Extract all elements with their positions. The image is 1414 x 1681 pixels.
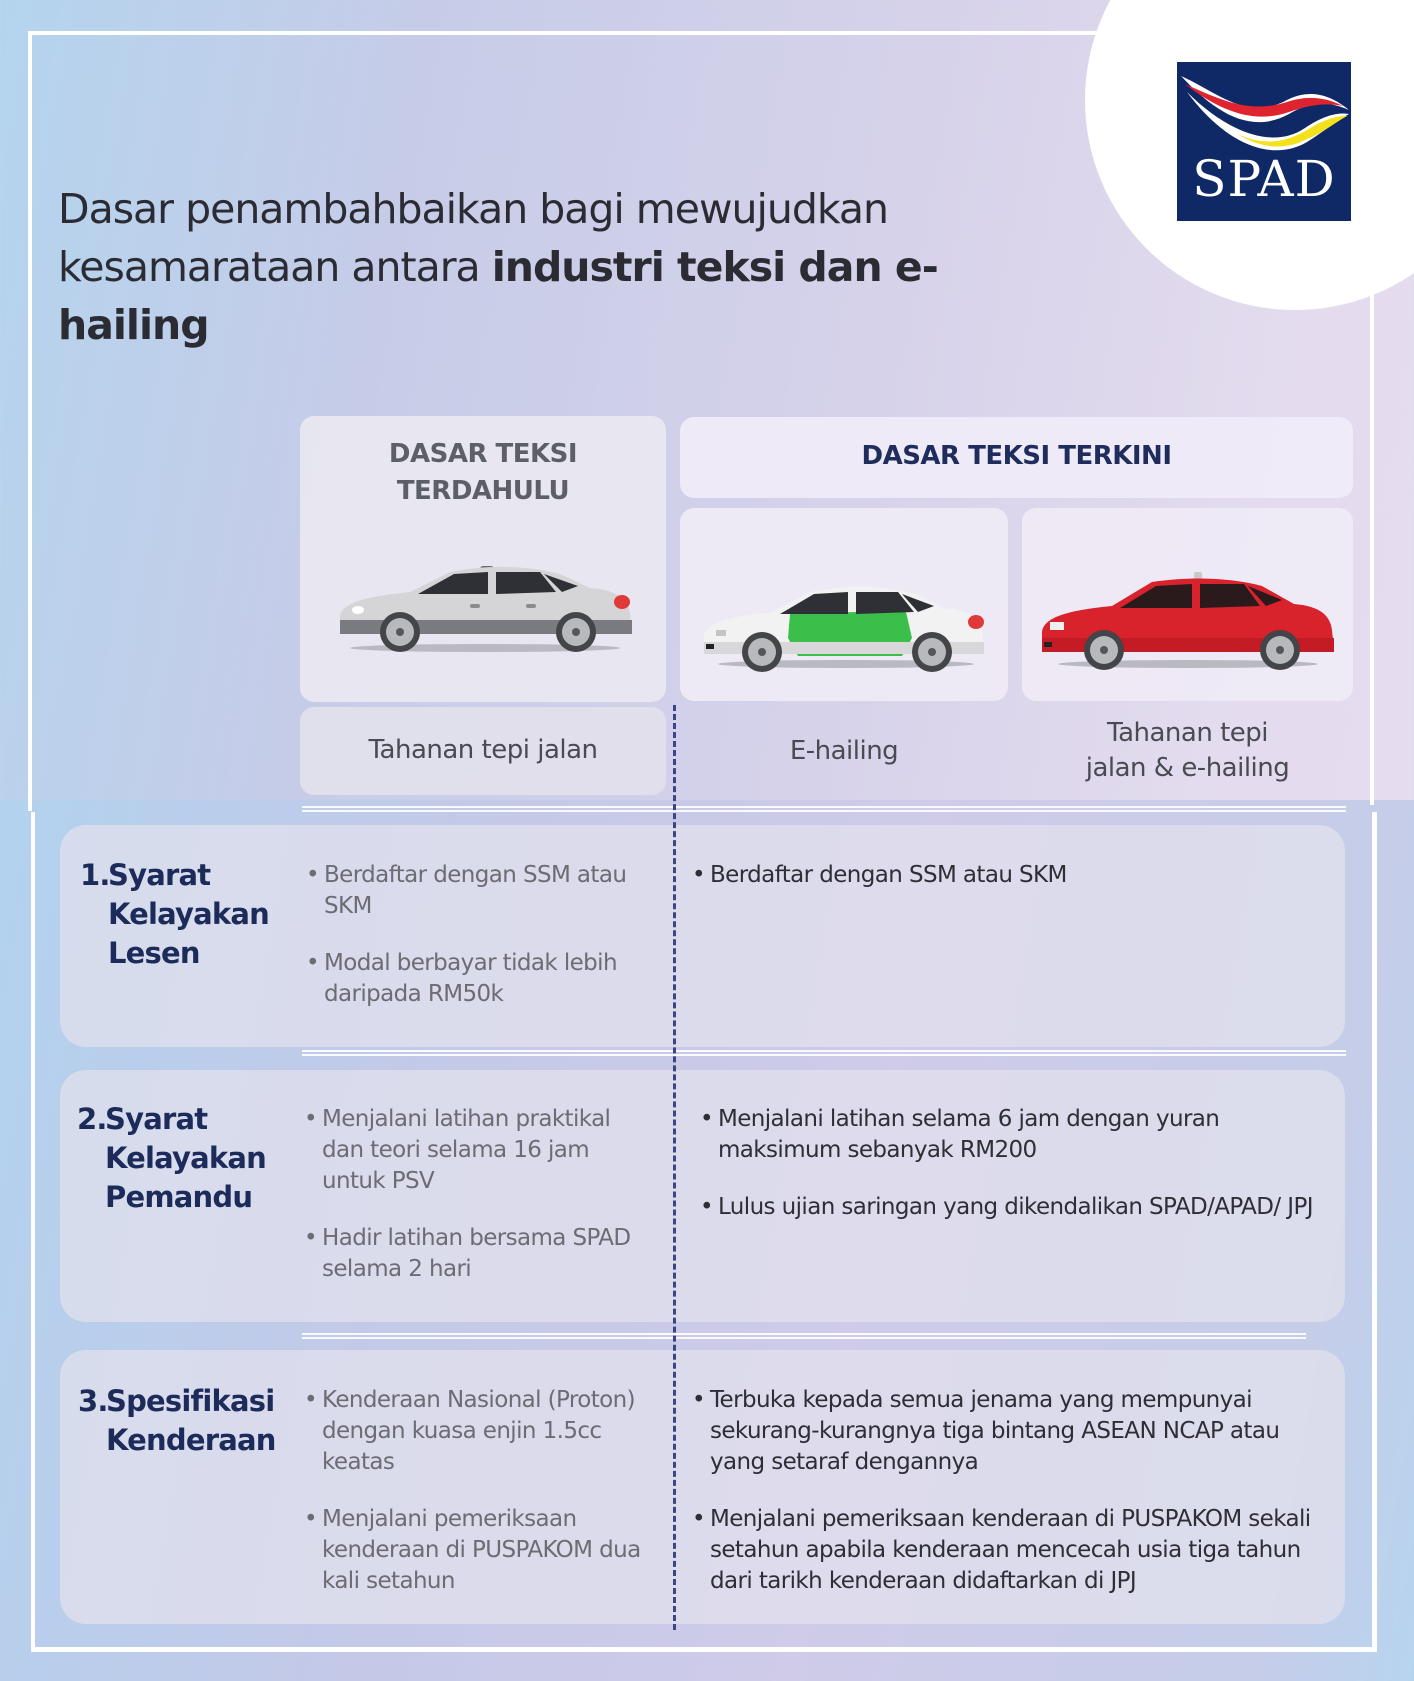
green-ehailing-car-icon — [696, 576, 996, 676]
row-title-line-1: Syarat — [108, 858, 211, 892]
title-line-2-bold: industri teksi dan e-hailing — [58, 243, 938, 349]
bullet-item: • Kenderaan Nasional (Proton) dengan kuasa enjin 1.5cc keatas — [304, 1385, 654, 1478]
roadside-ehailing-car-card — [1022, 508, 1353, 701]
row-title-line-2: Kelayakan — [108, 897, 270, 931]
ehailing-car-card — [680, 508, 1008, 701]
title-line-1: Dasar penambahbaikan bagi mewujudkan — [58, 185, 889, 233]
separator-line — [302, 1050, 1346, 1056]
row-title-line-3: Lesen — [108, 936, 200, 970]
new-policy-heading: DASAR TEKSI TERKINI — [861, 441, 1172, 471]
bullet-item: • Hadir latihan bersama SPAD selama 2 hari — [304, 1223, 644, 1285]
roadside-ehailing-type-label — [1022, 716, 1353, 786]
old-policy-heading — [300, 436, 666, 510]
page-title — [58, 180, 1058, 354]
new-policy-bullets-row-3 — [692, 1385, 1312, 1623]
old-policy-heading-line-1: DASAR TEKSI — [388, 439, 578, 469]
frame-border-top — [28, 31, 1128, 35]
frame-border-left — [28, 31, 32, 811]
old-policy-heading-line-2: TERDAHULU — [396, 476, 570, 506]
old-policy-type-label: Tahanan tepi jalan — [368, 735, 598, 765]
bullet-item: • Menjalani pemeriksaan kenderaan di PUSPAKOM dua kali setahun — [304, 1504, 654, 1597]
frame-border-bottom — [31, 1647, 1377, 1652]
bullet-item: • Berdaftar dengan SSM atau SKM — [692, 860, 1312, 891]
bullet-item: • Lulus ujian saringan yang dikendalikan SPAD/APAD/ JPJ — [700, 1192, 1340, 1223]
bullet-item: • Menjalani latihan praktikal dan teori selama 16 jam untuk PSV — [304, 1104, 644, 1197]
row-number: 3. — [78, 1384, 108, 1418]
roadside-ehailing-label-line-1: Tahanan tepi — [1107, 718, 1268, 748]
bullet-item: • Menjalani pemeriksaan kenderaan di PUSPAKOM sekali setahun apabila kenderaan mencecah usia tiga tahun dari tarikh kenderaan didaftarkan di JPJ — [692, 1504, 1312, 1597]
spad-logo — [1177, 62, 1351, 221]
old-policy-bullets-row-2 — [304, 1104, 644, 1311]
roadside-ehailing-label-line-2: jalan & e-hailing — [1085, 753, 1290, 783]
row-title-line-1: Syarat — [105, 1102, 208, 1136]
title-line-2 — [58, 238, 1058, 354]
old-policy-type-card — [300, 707, 666, 795]
title-line-2-regular: kesamarataan antara — [58, 243, 492, 291]
bullet-item: • Berdaftar dengan SSM atau SKM — [306, 860, 646, 922]
separator-line — [302, 1333, 1306, 1339]
frame-border-right-lower — [1372, 812, 1377, 1652]
logo-text: SPAD — [1192, 150, 1336, 208]
new-policy-bullets-row-1 — [692, 860, 1312, 917]
row-title-line-3: Pemandu — [105, 1180, 253, 1214]
old-policy-bullets-row-1 — [306, 860, 646, 1036]
row-number: 2. — [77, 1102, 107, 1136]
row-title-driver-eligibility — [77, 1100, 266, 1217]
old-policy-header-card — [300, 416, 666, 702]
row-title-line-1: Spesifikasi — [106, 1384, 275, 1418]
column-divider-dashed — [673, 705, 676, 1630]
red-taxi-car-icon — [1036, 570, 1341, 676]
new-policy-bullets-row-2 — [700, 1104, 1340, 1249]
row-title-line-2: Kenderaan — [106, 1423, 276, 1457]
row-title-vehicle-specification — [78, 1382, 276, 1460]
frame-border-right — [1370, 285, 1374, 805]
bullet-item: • Modal berbayar tidak lebih daripada RM50k — [306, 948, 646, 1010]
bullet-item: • Terbuka kepada semua jenama yang mempunyai sekurang-kurangnya tiga bintang ASEAN NCAP atau yang setaraf dengannya — [692, 1385, 1312, 1478]
new-policy-header-card — [680, 417, 1353, 498]
frame-border-left-lower — [31, 812, 35, 1652]
bullet-item: • Menjalani latihan selama 6 jam dengan yuran maksimum sebanyak RM200 — [700, 1104, 1340, 1166]
row-title-licence-eligibility — [80, 856, 269, 973]
row-title-line-2: Kelayakan — [105, 1141, 267, 1175]
separator-line — [302, 806, 1346, 812]
old-policy-bullets-row-3 — [304, 1385, 654, 1623]
ehailing-type-label: E-hailing — [789, 736, 899, 766]
row-number: 1. — [80, 858, 110, 892]
grey-taxi-car-icon — [330, 558, 640, 658]
